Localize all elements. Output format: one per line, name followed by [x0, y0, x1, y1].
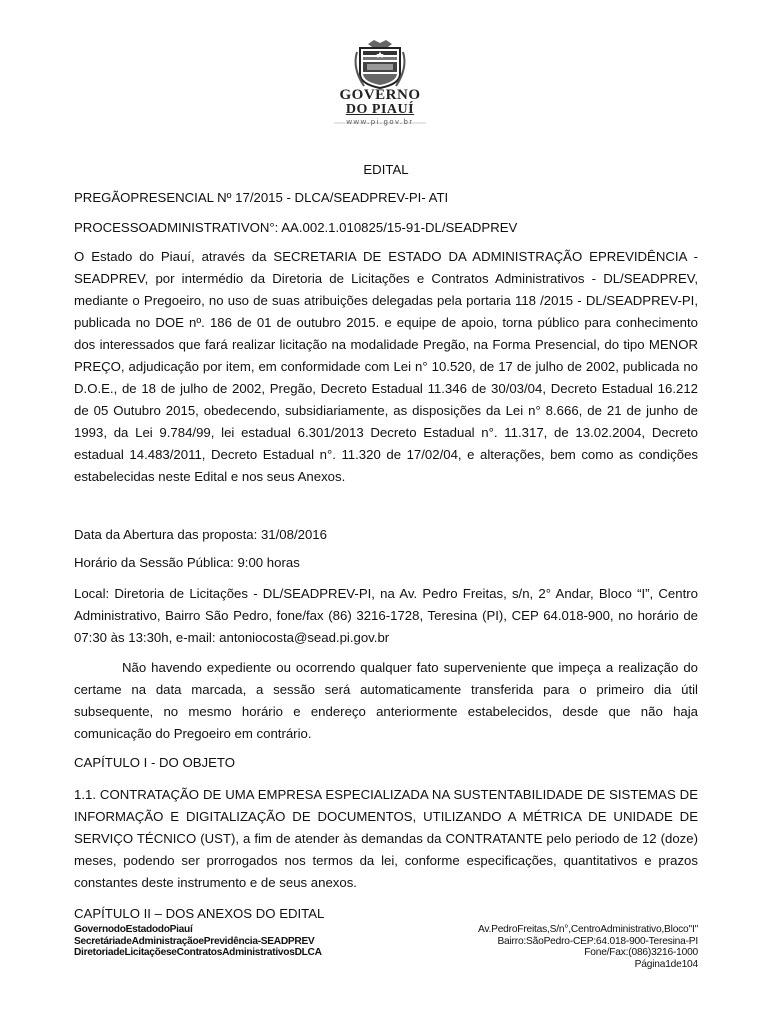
- logo-wordmark-line2: DO PIAUÍ: [345, 102, 415, 117]
- intro-paragraph: O Estado do Piauí, através da SECRETARIA DE ESTADO DA ADMINISTRAÇÃO EPREVIDÊNCIA - SEADPREV, por intermédio da Diretoria de Licitações e Contratos Administrativos - DL/SEADPREV, mediante o Pregoeiro, no uso de suas atribuições delegadas pela portaria 118 /2015 - DL/SEADPREV-PI, publicada no DOE nº. 186 de 01 de outubro 2015. e equipe de apoio, torna público para conhecimento dos interessados que fará realizar licitação na modalidade Pregão, na Forma Presencial, do tipo MENOR PREÇO, adjudicação por item, em conformidade com Lei n° 10.520, de 17 de julho de 2002, publicada no D.O.E., de 18 de julho de 2002, Pregão, Decreto Estadual 11.346 de 30/03/04, Decreto Estadual 16.212 de 05 Outubro 2015, obedecendo, subsidiariamente, as disposições da Lei n° 8.666, de 21 de junho de 1993, da Lei 9.784/99, lei estadual 6.301/2013 Decreto Estadual n°. 11.317, de 13.02.2004, Decreto estadual 14.483/2011, Decreto Estadual n°. 11.320 de 17/02/04, e alterações, bem como as condições estabelecidas neste Edital e nos seus Anexos.: [74, 249, 698, 484]
- item-1-1-paragraph: 1.1. CONTRATAÇÃO DE UMA EMPRESA ESPECIALIZADA NA SUSTENTABILIDADE DE SISTEMAS DE INFORMAÇÃO E DIGITALIZAÇÃO DE DOCUMENTOS, UTILIZANDO A MÉTRICA DE UNIDADE DE SERVIÇO TÉCNICO (UST), a fim de atender às demandas da CONTRATANTE pelo periodo de 12 (doze) meses, podendo ser prorrogados nos termos da lei, conforme especificações, quantitativos e prazos constantes deste instrumento e de seus anexos.: [74, 787, 698, 890]
- footer-left: [74, 924, 322, 959]
- local-paragraph: Local: Diretoria de Licitações - DL/SEADPREV-PI, na Av. Pedro Freitas, s/n, 2° Andar, Bloco “I”, Centro Administrativo, Bairro São Pedro, fone/fax (86) 3216-1728, Teresina (PI), CEP 64.018-900, no horário de 07:30 às 13:30h, e-mail: antoniocosta@sead.pi.gov.br: [74, 586, 698, 645]
- footer-page-number: Página1de104: [634, 958, 698, 970]
- capitulo1-title: CAPÍTULO I - DO OBJETO: [74, 755, 235, 770]
- footer-address-line: Av.PedroFreitas,S/n°,CentroAdministrativo,Bloco"I": [477, 924, 698, 935]
- footer-right: [478, 924, 698, 970]
- footer-diretoria-line: DiretoriadeLicitaçõeseContratosAdministrativosDLCA: [74, 947, 322, 959]
- capitulo2-title: CAPÍTULO II – DOS ANEXOS DO EDITAL: [74, 906, 325, 921]
- document-heading: EDITAL: [363, 162, 409, 177]
- expediente-paragraph: Não havendo expediente ou ocorrendo qualquer fato superveniente que impeça a realização do certame na data marcada, a sessão será automaticamente transferida para o primeiro dia útil subsequente, no mesmo horário e endereço anteriormente estabelecidos, desde que não haja comunicação do Pregoeiro em contrário.: [74, 660, 698, 741]
- footer-bairro-line: Bairro:SãoPedro-CEP:64.018-900-Teresina-PI: [497, 935, 698, 947]
- governo-piaui-logo: [330, 38, 430, 134]
- pregao-line: PREGÃOPRESENCIAL Nº 17/2015 - DLCA/SEADPREV-PI- ATI: [74, 190, 449, 205]
- processo-line: PROCESSOADMINISTRATIVON°: AA.002.1.010825/15-91-DL/SEADPREV: [74, 220, 518, 235]
- footer-phone-line: Fone/Fax:(086)3216-1000: [584, 947, 698, 959]
- footer-org-line: GovernodoEstadodoPiauí: [74, 924, 193, 935]
- footer-secretaria-line: SecretáriadeAdministraçãoePrevidência-SEADPREV: [74, 935, 315, 947]
- horario-line: Horário da Sessão Pública: 9:00 horas: [74, 555, 300, 570]
- logo-website: www.pi.gov.br: [346, 117, 414, 126]
- abertura-line: Data da Abertura das proposta: 31/08/2016: [74, 527, 327, 542]
- logo-wordmark-line1: GOVERNO: [339, 87, 421, 103]
